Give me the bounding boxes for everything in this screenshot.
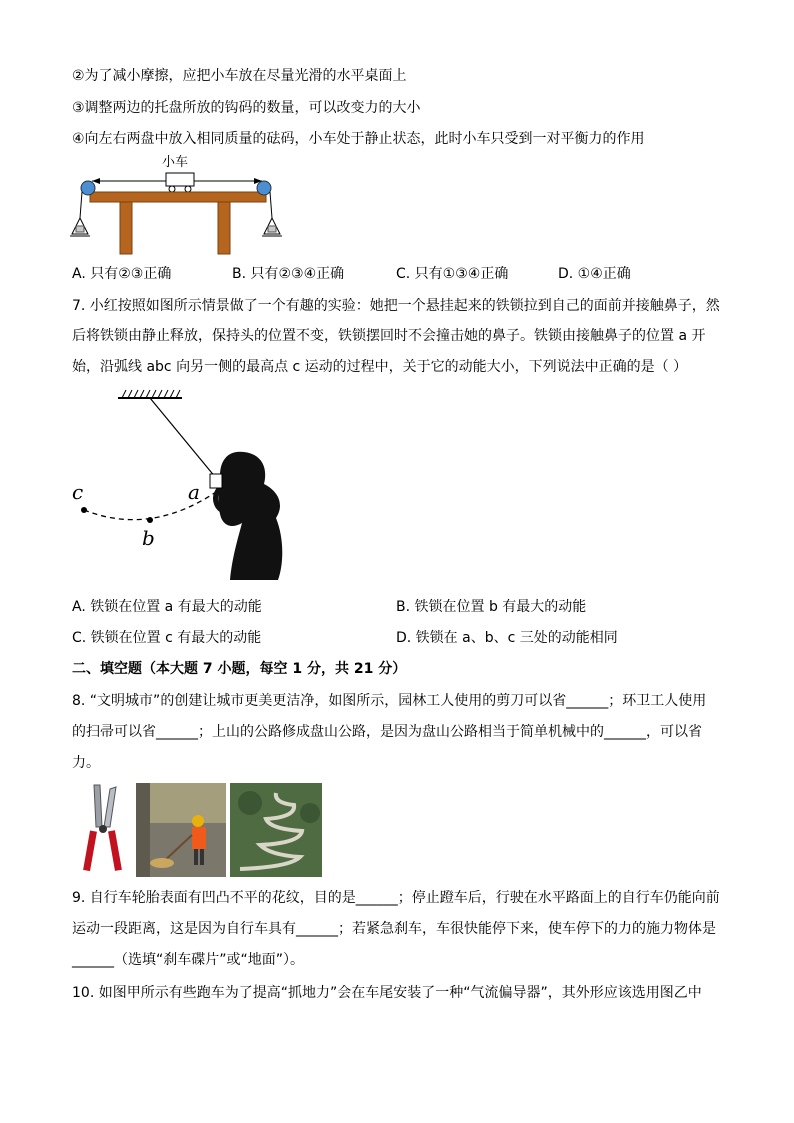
q7-line-1: 7. 小红按照如图所示情景做了一个有趣的实验：她把一个悬挂起来的铁锁拉到自己的面前并接触鼻子，然 — [72, 298, 720, 314]
q6-cart-label: 小车 — [162, 155, 189, 170]
q6-option-d: D. ①④正确 — [558, 266, 631, 282]
q6-option-b: B. 只有②③④正确 — [232, 266, 345, 282]
q8-garden-shears-image — [76, 783, 132, 877]
q7-label-c: c — [72, 480, 84, 504]
q8-mountain-road-image — [230, 783, 322, 877]
q7-option-d: D. 铁锁在 a、b、c 三处的动能相同 — [396, 630, 618, 646]
q7-option-c: C. 铁锁在位置 c 有最大的动能 — [72, 630, 262, 646]
q6-statement-2: ②为了减小摩擦，应把小车放在尽量光滑的水平桌面上 — [72, 68, 407, 84]
q9-line-3: ______（选填“刹车碟片”或“地面”）。 — [72, 952, 305, 968]
q9-line-1: 9. 自行车轮胎表面有凹凸不平的花纹，目的是______；停止蹬车后，行驶在水平路面上的自行车仍能向前 — [72, 890, 720, 906]
q8-line-1: 8. “文明城市”的创建让城市更美更洁净，如图所示，园林工人使用的剪刀可以省______；环卫工人使用 — [72, 693, 707, 709]
q7-line-3: 始，沿弧线 abc 向另一侧的最高点 c 运动的过程中，关于它的动能大小，下列说法中正确的是（ ） — [72, 359, 688, 375]
q6-statement-3: ③调整两边的托盘所放的钩码的数量，可以改变力的大小 — [72, 100, 421, 116]
q7-option-b: B. 铁锁在位置 b 有最大的动能 — [396, 599, 587, 615]
q6-statement-4: ④向左右两盘中放入相同质量的砝码，小车处于静止状态，此时小车只受到一对平衡力的作用 — [72, 131, 645, 147]
section-2-heading: 二、填空题（本大题 7 小题，每空 1 分，共 21 分） — [72, 661, 407, 677]
q7-line-2: 后将铁锁由静止释放，保持头的位置不变，铁锁摆回时不会撞击她的鼻子。铁锁由接触鼻子的位置 a 开 — [72, 328, 706, 344]
q7-label-b: b — [142, 526, 155, 550]
q7-label-a: a — [188, 480, 200, 504]
q6-cart-table-figure — [70, 156, 285, 256]
q7-pendulum-figure — [70, 388, 310, 586]
q8-line-2: 的扫帚可以省______；上山的公路修成盘山公路，是因为盘山公路相当于简单机械中的______，可以省 — [72, 724, 702, 740]
q10-line-1: 10. 如图甲所示有些跑车为了提高“抓地力”会在车尾安装了一种“气流偏导器”，其外形应该选用图乙中 — [72, 985, 702, 1001]
q9-line-2: 运动一段距离，这是因为自行车具有______；若紧急刹车，车很快能停下来，使车停下的力的施力物体是 — [72, 921, 716, 937]
q8-line-3: 力。 — [72, 755, 100, 771]
q8-street-sweeper-image — [136, 783, 226, 877]
q6-option-c: C. 只有①③④正确 — [396, 266, 509, 282]
q6-option-a: A. 只有②③正确 — [72, 266, 172, 282]
q7-option-a: A. 铁锁在位置 a 有最大的动能 — [72, 599, 262, 615]
